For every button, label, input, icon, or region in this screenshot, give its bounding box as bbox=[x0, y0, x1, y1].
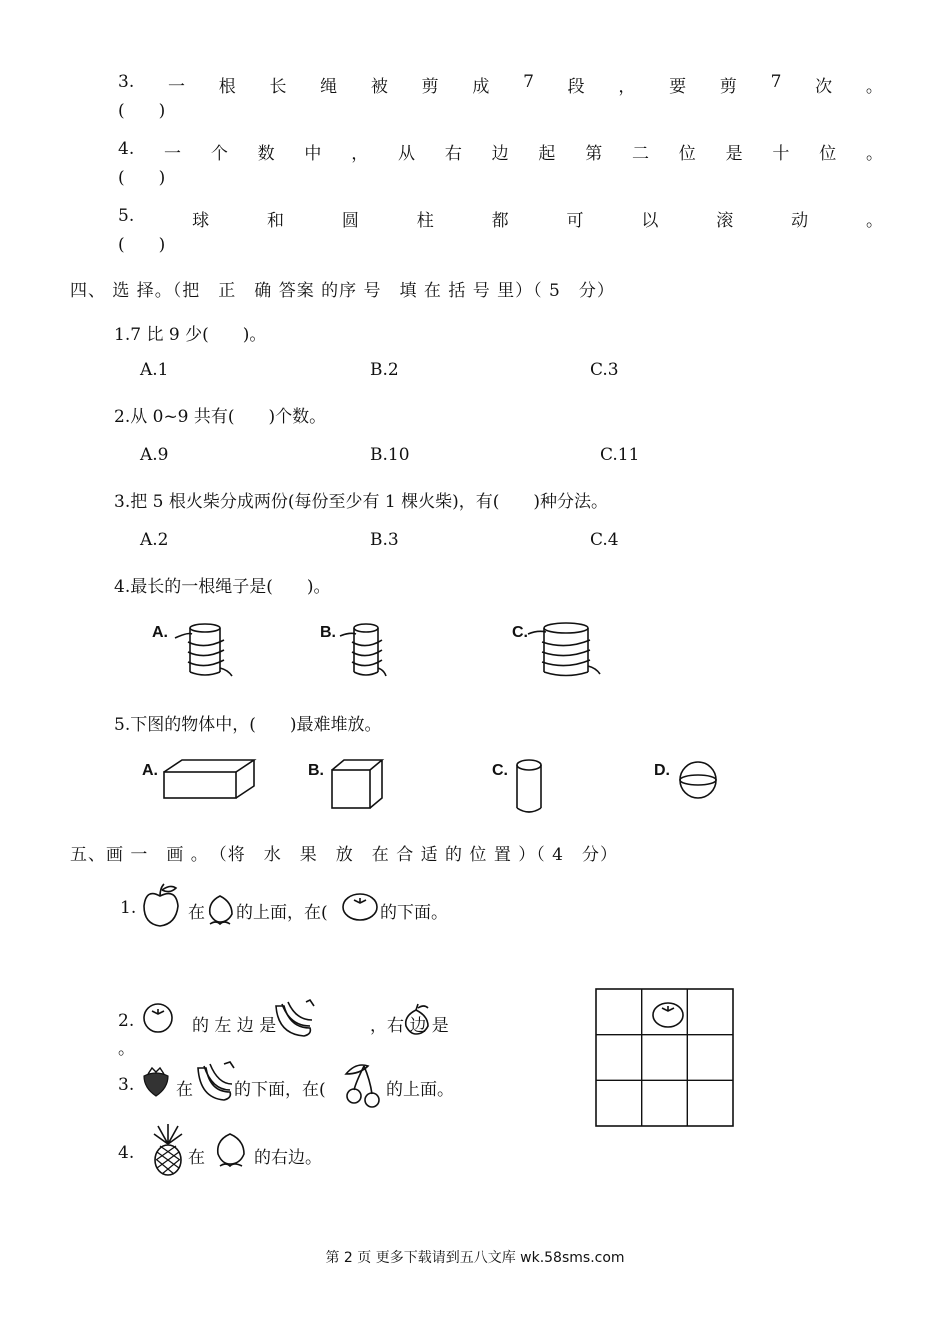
s4-q1-option-a[interactable]: A.1 bbox=[140, 360, 169, 380]
s4-q4-label-c[interactable]: C. bbox=[512, 624, 528, 641]
peach-icon bbox=[206, 892, 236, 930]
judge-q5-char: 柱 bbox=[416, 211, 434, 231]
judge-q3-char: 7 bbox=[770, 72, 782, 92]
s5-q4-b: 的右边。 bbox=[254, 1148, 322, 1168]
judge-q4-char: 。 bbox=[865, 144, 883, 164]
s5-q4-num: 4. bbox=[118, 1143, 135, 1163]
s4-q5-label-b[interactable]: B. bbox=[308, 762, 324, 779]
judge-q4-char: 位 bbox=[819, 144, 837, 164]
judge-q4-char: 起 bbox=[538, 144, 556, 164]
s4-q4-label-b[interactable]: B. bbox=[320, 624, 336, 641]
s4-q3-option-b[interactable]: B.3 bbox=[370, 530, 399, 550]
s4-q2-option-b[interactable]: B.10 bbox=[370, 445, 410, 465]
section5-title: 五、画 一 画 。 （将 水 果 放 在 合 适 的 位 置 ）（ 4 分） bbox=[70, 845, 618, 865]
judge-q5-char: 滚 bbox=[716, 211, 734, 231]
judge-q5-char: 都 bbox=[491, 211, 509, 231]
judge-q3-char: 长 bbox=[269, 77, 287, 97]
judge-q4-bracket[interactable]: ( ) bbox=[118, 168, 166, 188]
judge-q3-char: 一 bbox=[167, 77, 185, 97]
orange-icon bbox=[340, 892, 380, 922]
grid-orange-icon bbox=[650, 1000, 686, 1030]
judge-q3-char: 剪 bbox=[719, 77, 737, 97]
judge-q5-bracket[interactable]: ( ) bbox=[118, 235, 166, 255]
s4-q1-option-c[interactable]: C.3 bbox=[590, 360, 619, 380]
coil-a-figure bbox=[170, 620, 240, 680]
judge-q4-char: 第 bbox=[585, 144, 603, 164]
judge-q5-char: 圆 bbox=[341, 211, 359, 231]
s4-q5-text: 5.下图的物体中，( )最难堆放。 bbox=[114, 715, 382, 735]
coil-b-figure bbox=[338, 620, 408, 680]
s4-q5-label-c[interactable]: C. bbox=[492, 762, 508, 779]
banana-icon bbox=[194, 1060, 236, 1104]
judge-q3-char: 剪 bbox=[421, 77, 439, 97]
cylinder-figure bbox=[515, 758, 545, 818]
judge-q5-char: 可 bbox=[566, 211, 584, 231]
judge-q4-char: 边 bbox=[491, 144, 509, 164]
judge-q3-char: 3. bbox=[118, 72, 135, 92]
judge-q5-char: 动 bbox=[791, 211, 809, 231]
s4-q1-text: 1.7 比 9 少( )。 bbox=[114, 325, 267, 345]
s4-q4-label-a[interactable]: A. bbox=[152, 624, 168, 641]
coil-c-figure bbox=[528, 620, 608, 680]
s4-q3-option-c[interactable]: C.4 bbox=[590, 530, 619, 550]
page-footer: 第 2 页 更多下载请到五八文库 wk.58sms.com bbox=[325, 1250, 625, 1266]
peach-icon bbox=[402, 1004, 432, 1038]
judge-q4-char: 个 bbox=[210, 144, 228, 164]
s4-q2-option-a[interactable]: A.9 bbox=[140, 445, 169, 465]
s5-q3-num: 3. bbox=[118, 1075, 135, 1095]
s5-q2-num: 2. bbox=[118, 1011, 135, 1031]
judge-q4-char: 二 bbox=[632, 144, 649, 164]
s5-q2-a: 的 左 边 是 bbox=[192, 1016, 277, 1036]
judge-q4-char: ， bbox=[351, 144, 369, 164]
peach-icon bbox=[214, 1130, 248, 1172]
s5-q1-b: 的上面，在( bbox=[236, 903, 328, 923]
s5-q2-b: ，右 边 是 bbox=[370, 1016, 449, 1036]
judge-q4-line bbox=[118, 139, 883, 164]
judge-q3-line bbox=[118, 72, 883, 97]
orange-icon bbox=[142, 1002, 178, 1034]
judge-q3-char: ， bbox=[618, 77, 636, 97]
cherry-icon bbox=[342, 1060, 386, 1108]
s4-q2-option-c[interactable]: C.11 bbox=[600, 445, 640, 465]
judge-q5-char: 和 bbox=[266, 211, 284, 231]
judge-q4-char: 十 bbox=[772, 144, 790, 164]
s5-q3-c: 的上面。 bbox=[386, 1080, 454, 1100]
judge-q3-char: 7 bbox=[523, 72, 534, 92]
s4-q5-label-d[interactable]: D. bbox=[654, 762, 670, 779]
judge-q3-char: 绳 bbox=[320, 77, 338, 97]
s4-q3-option-a[interactable]: A.2 bbox=[140, 530, 169, 550]
judge-q5-char: 5. bbox=[118, 206, 135, 226]
s4-q3-text: 3.把 5 根火柴分成两份(每份至少有 1 棵火柴)，有( )种分法。 bbox=[114, 492, 608, 512]
s4-q4-text: 4.最长的一根绳子是( )。 bbox=[114, 577, 331, 597]
judge-q4-char: 4. bbox=[118, 139, 135, 159]
section4-title: 四、 选 择。（把 正 确 答案 的序 号 填 在 括 号 里）（ 5 分） bbox=[70, 281, 615, 301]
s4-q1-option-b[interactable]: B.2 bbox=[370, 360, 399, 380]
judge-q5-char: 球 bbox=[192, 211, 210, 231]
banana-icon bbox=[272, 998, 317, 1040]
judge-q5-char: 。 bbox=[865, 211, 883, 231]
apple-icon bbox=[140, 884, 185, 929]
judge-q3-char: 次 bbox=[815, 77, 833, 97]
judge-q5-line bbox=[118, 206, 883, 231]
judge-q4-char: 是 bbox=[725, 144, 743, 164]
judge-q4-char: 从 bbox=[398, 144, 416, 164]
s5-q4-a: 在 bbox=[188, 1148, 205, 1168]
pineapple-icon bbox=[148, 1124, 188, 1176]
cuboid-figure bbox=[162, 758, 257, 803]
judge-q4-char: 中 bbox=[304, 144, 322, 164]
judge-q3-char: 成 bbox=[472, 77, 490, 97]
s5-q3-b: 的下面，在( bbox=[234, 1080, 326, 1100]
judge-q4-char: 一 bbox=[164, 144, 182, 164]
judge-q3-char: 根 bbox=[218, 77, 236, 97]
s5-q3-a: 在 bbox=[176, 1080, 193, 1100]
judge-q3-char: 。 bbox=[865, 77, 883, 97]
s5-q2-c: 。 bbox=[118, 1039, 135, 1059]
s5-q1-num: 1. bbox=[120, 898, 137, 918]
s4-q2-text: 2.从 0~9 共有( )个数。 bbox=[114, 407, 327, 427]
s5-q1-a: 在 bbox=[188, 903, 205, 923]
judge-q4-char: 数 bbox=[257, 144, 275, 164]
judge-q4-char: 位 bbox=[678, 144, 696, 164]
judge-q3-char: 被 bbox=[370, 77, 388, 97]
judge-q3-bracket[interactable]: ( ) bbox=[118, 101, 166, 121]
sphere-figure bbox=[677, 760, 722, 802]
judge-q4-char: 右 bbox=[444, 144, 462, 164]
judge-q3-char: 要 bbox=[669, 77, 687, 97]
judge-q3-char: 段 bbox=[567, 77, 585, 97]
judge-q5-char: 以 bbox=[641, 211, 659, 231]
cube-figure bbox=[330, 758, 385, 813]
s5-q1-c: 的下面。 bbox=[380, 903, 448, 923]
s4-q5-label-a[interactable]: A. bbox=[142, 762, 158, 779]
strawberry-icon bbox=[140, 1066, 172, 1098]
